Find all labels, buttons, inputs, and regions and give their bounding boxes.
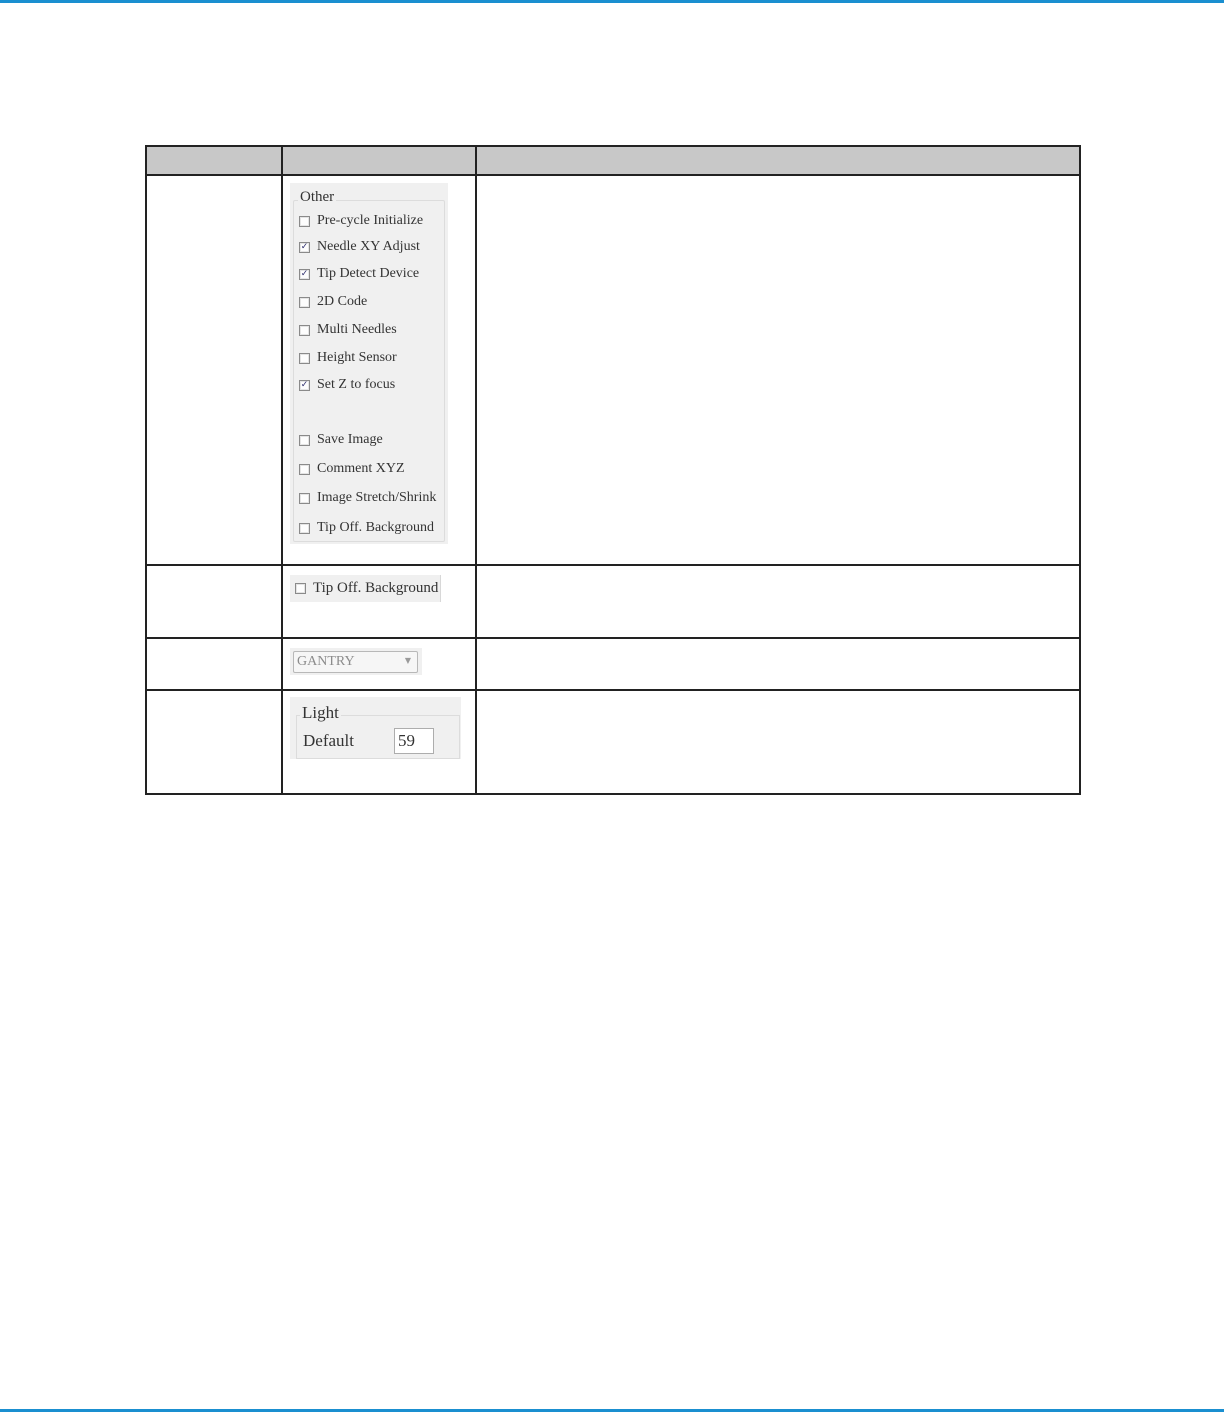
checkbox-box[interactable]: ✓ <box>300 241 309 252</box>
chevron-down-icon[interactable]: ▼ <box>404 656 411 665</box>
checkbox-box[interactable] <box>299 464 310 475</box>
checkbox-box[interactable] <box>299 435 310 446</box>
checkbox-label: Save Image <box>317 432 383 447</box>
checkbox-box[interactable] <box>299 353 310 364</box>
checkbox-tip-detect-device[interactable] <box>299 266 419 282</box>
checkbox-comment-xyz[interactable] <box>299 461 405 477</box>
checkbox-set-z-to-focus[interactable] <box>299 377 395 393</box>
header-cell-3 <box>476 146 1080 175</box>
checkbox-box[interactable] <box>299 325 310 336</box>
ui-cell <box>282 638 476 690</box>
checkbox-label: Image Stretch/Shrink <box>317 490 437 505</box>
name-cell <box>146 638 282 690</box>
header-cell-1 <box>146 146 282 175</box>
ui-cell <box>282 690 476 794</box>
checkbox-image-stretch-shrink[interactable] <box>299 490 436 506</box>
checkbox-box[interactable] <box>299 523 310 534</box>
light-group-title: Light <box>302 703 339 722</box>
checkbox-label: Height Sensor <box>317 350 397 365</box>
table-row <box>146 175 1080 565</box>
table-header-row <box>146 146 1080 175</box>
checkbox-tip-off-background[interactable] <box>295 580 438 597</box>
name-cell <box>146 175 282 565</box>
checkbox-2d-code[interactable] <box>299 294 367 310</box>
checkbox-tip-off-background[interactable] <box>299 520 434 536</box>
ui-cell <box>282 175 476 565</box>
ui-cell <box>282 565 476 638</box>
table-row <box>146 638 1080 690</box>
checkbox-label: Pre-cycle Initialize <box>317 213 424 228</box>
name-cell <box>146 565 282 638</box>
checkbox-label: Tip Off. Background <box>313 580 439 596</box>
bottom-accent-rule <box>0 1409 1224 1412</box>
header-cell-2 <box>282 146 476 175</box>
checkbox-label: Tip Detect Device <box>317 266 420 281</box>
table-row <box>146 690 1080 794</box>
select-value: GANTRY <box>297 654 355 669</box>
settings-table <box>145 145 1081 795</box>
checkbox-box[interactable] <box>299 297 310 308</box>
top-accent-rule <box>0 0 1224 3</box>
tip-off-panel <box>290 575 441 602</box>
light-group-panel <box>290 697 461 759</box>
description-cell <box>476 690 1080 794</box>
checkbox-label: Set Z to focus <box>317 377 396 392</box>
description-cell <box>476 565 1080 638</box>
checkbox-box[interactable] <box>295 583 306 594</box>
mode-select[interactable] <box>293 651 418 673</box>
checkbox-box[interactable] <box>299 493 310 504</box>
light-default-input[interactable]: 59 <box>394 728 434 754</box>
other-group-panel <box>290 183 448 544</box>
description-cell <box>476 638 1080 690</box>
checkbox-label: Tip Off. Background <box>317 520 435 535</box>
other-group-title: Other <box>300 189 335 205</box>
checkbox-label: Needle XY Adjust <box>317 239 420 254</box>
checkbox-needle-xy-adjust[interactable] <box>299 239 420 255</box>
checkbox-height-sensor[interactable] <box>299 350 397 366</box>
checkbox-box[interactable]: ✓ <box>300 379 309 390</box>
table-row <box>146 565 1080 638</box>
combo-panel <box>290 648 422 675</box>
checkbox-box[interactable] <box>299 216 310 227</box>
checkbox-label: 2D Code <box>317 294 368 309</box>
name-cell <box>146 690 282 794</box>
checkbox-multi-needles[interactable] <box>299 322 397 338</box>
checkbox-box[interactable]: ✓ <box>300 268 309 279</box>
checkbox-label: Comment XYZ <box>317 461 405 476</box>
checkbox-save-image[interactable] <box>299 432 383 448</box>
default-label: Default <box>303 731 354 750</box>
checkbox-pre-cycle-initialize[interactable] <box>299 213 423 229</box>
description-cell <box>476 175 1080 565</box>
checkbox-label: Multi Needles <box>317 322 397 337</box>
